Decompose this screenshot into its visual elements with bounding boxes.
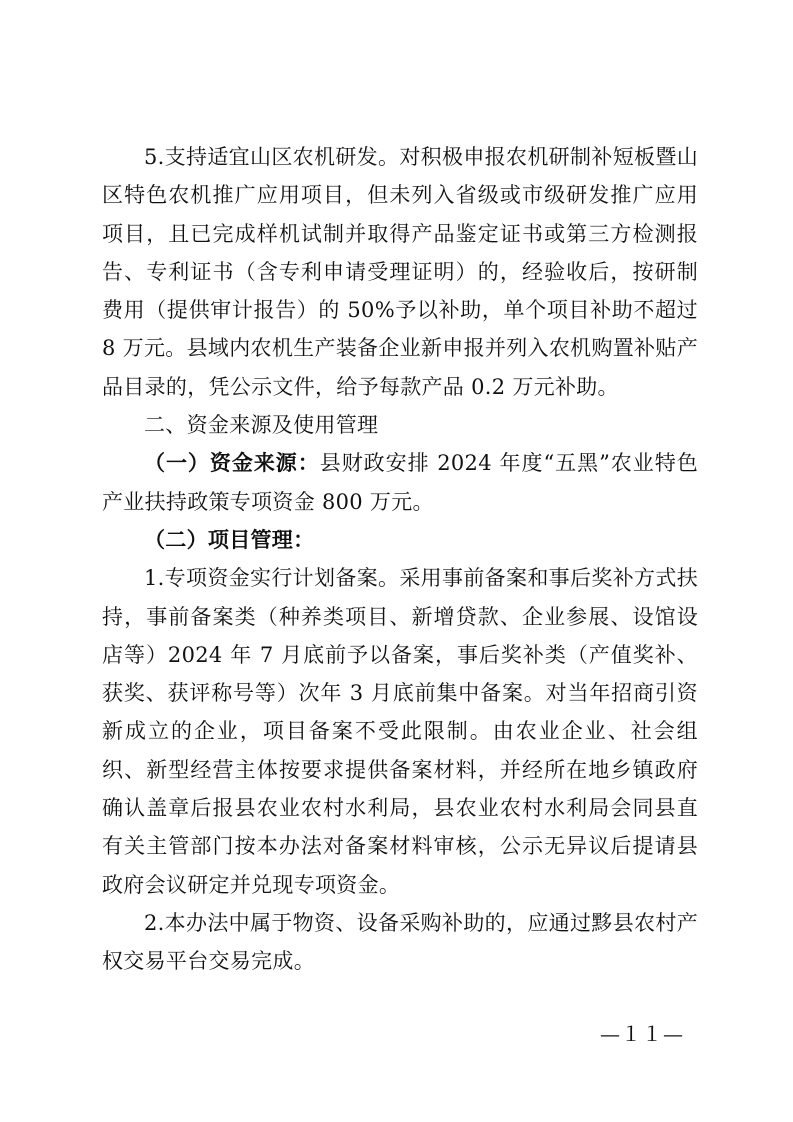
- paragraph-funding-source: [102, 444, 698, 521]
- funding-source-text: 县财政安排 2024 年度“五黑”农业特色产业扶持政策专项资金 800 万元。: [102, 451, 698, 514]
- paragraph-project-management-heading: [102, 521, 698, 559]
- section-heading-funding: 二、资金来源及使用管理: [144, 413, 379, 438]
- project-management-label: （二）项目管理：: [144, 527, 315, 552]
- paragraph-agri-machinery-rd: 5.支持适宜山区农机研发。对积极申报农机研制补短板暨山区特色农机推广应用项目，但未列入省级或市级研发推广应用项目，且已完成样机试制并取得产品鉴定证书或第三方检测报告、专利证书（含专利申请受理证明）的，经验收后，按研制费用（提供审计报告）的 50%予以补助，单个项目补助不超过 8 万元。县域内农机生产装备企业新申报并列入农机购置补贴产品目录的，凭公示文件，给予每款产品 0.2 万元补助。: [102, 145, 698, 399]
- funding-source-label: （一）资金来源：: [144, 451, 320, 476]
- paragraph-procurement: 2.本办法中属于物资、设备采购补助的，应通过黟县农村产权交易平台交易完成。: [102, 910, 698, 974]
- page-number: —１１—: [600, 1022, 684, 1046]
- document-body: [102, 138, 698, 981]
- paragraph-plan-filing: 1.专项资金实行计划备案。采用事前备案和事后奖补方式扶持，事前备案类（种养类项目、新增贷款、企业参展、设馆设店等）2024 年 7 月底前予以备案，事后奖补类（产值奖补、获奖、获评称号等）次年 3 月底前集中备案。对当年招商引资新成立的企业，项目备案不受此限制。由农业企业、社会组织、新型经营主体按要求提供备案材料，并经所在地乡镇政府确认盖章后报县农业农村水利局，县农业农村水利局会同县直有关主管部门按本办法对备案材料审核，公示无异议后提请县政府会议研定并兑现专项资金。: [102, 566, 698, 897]
